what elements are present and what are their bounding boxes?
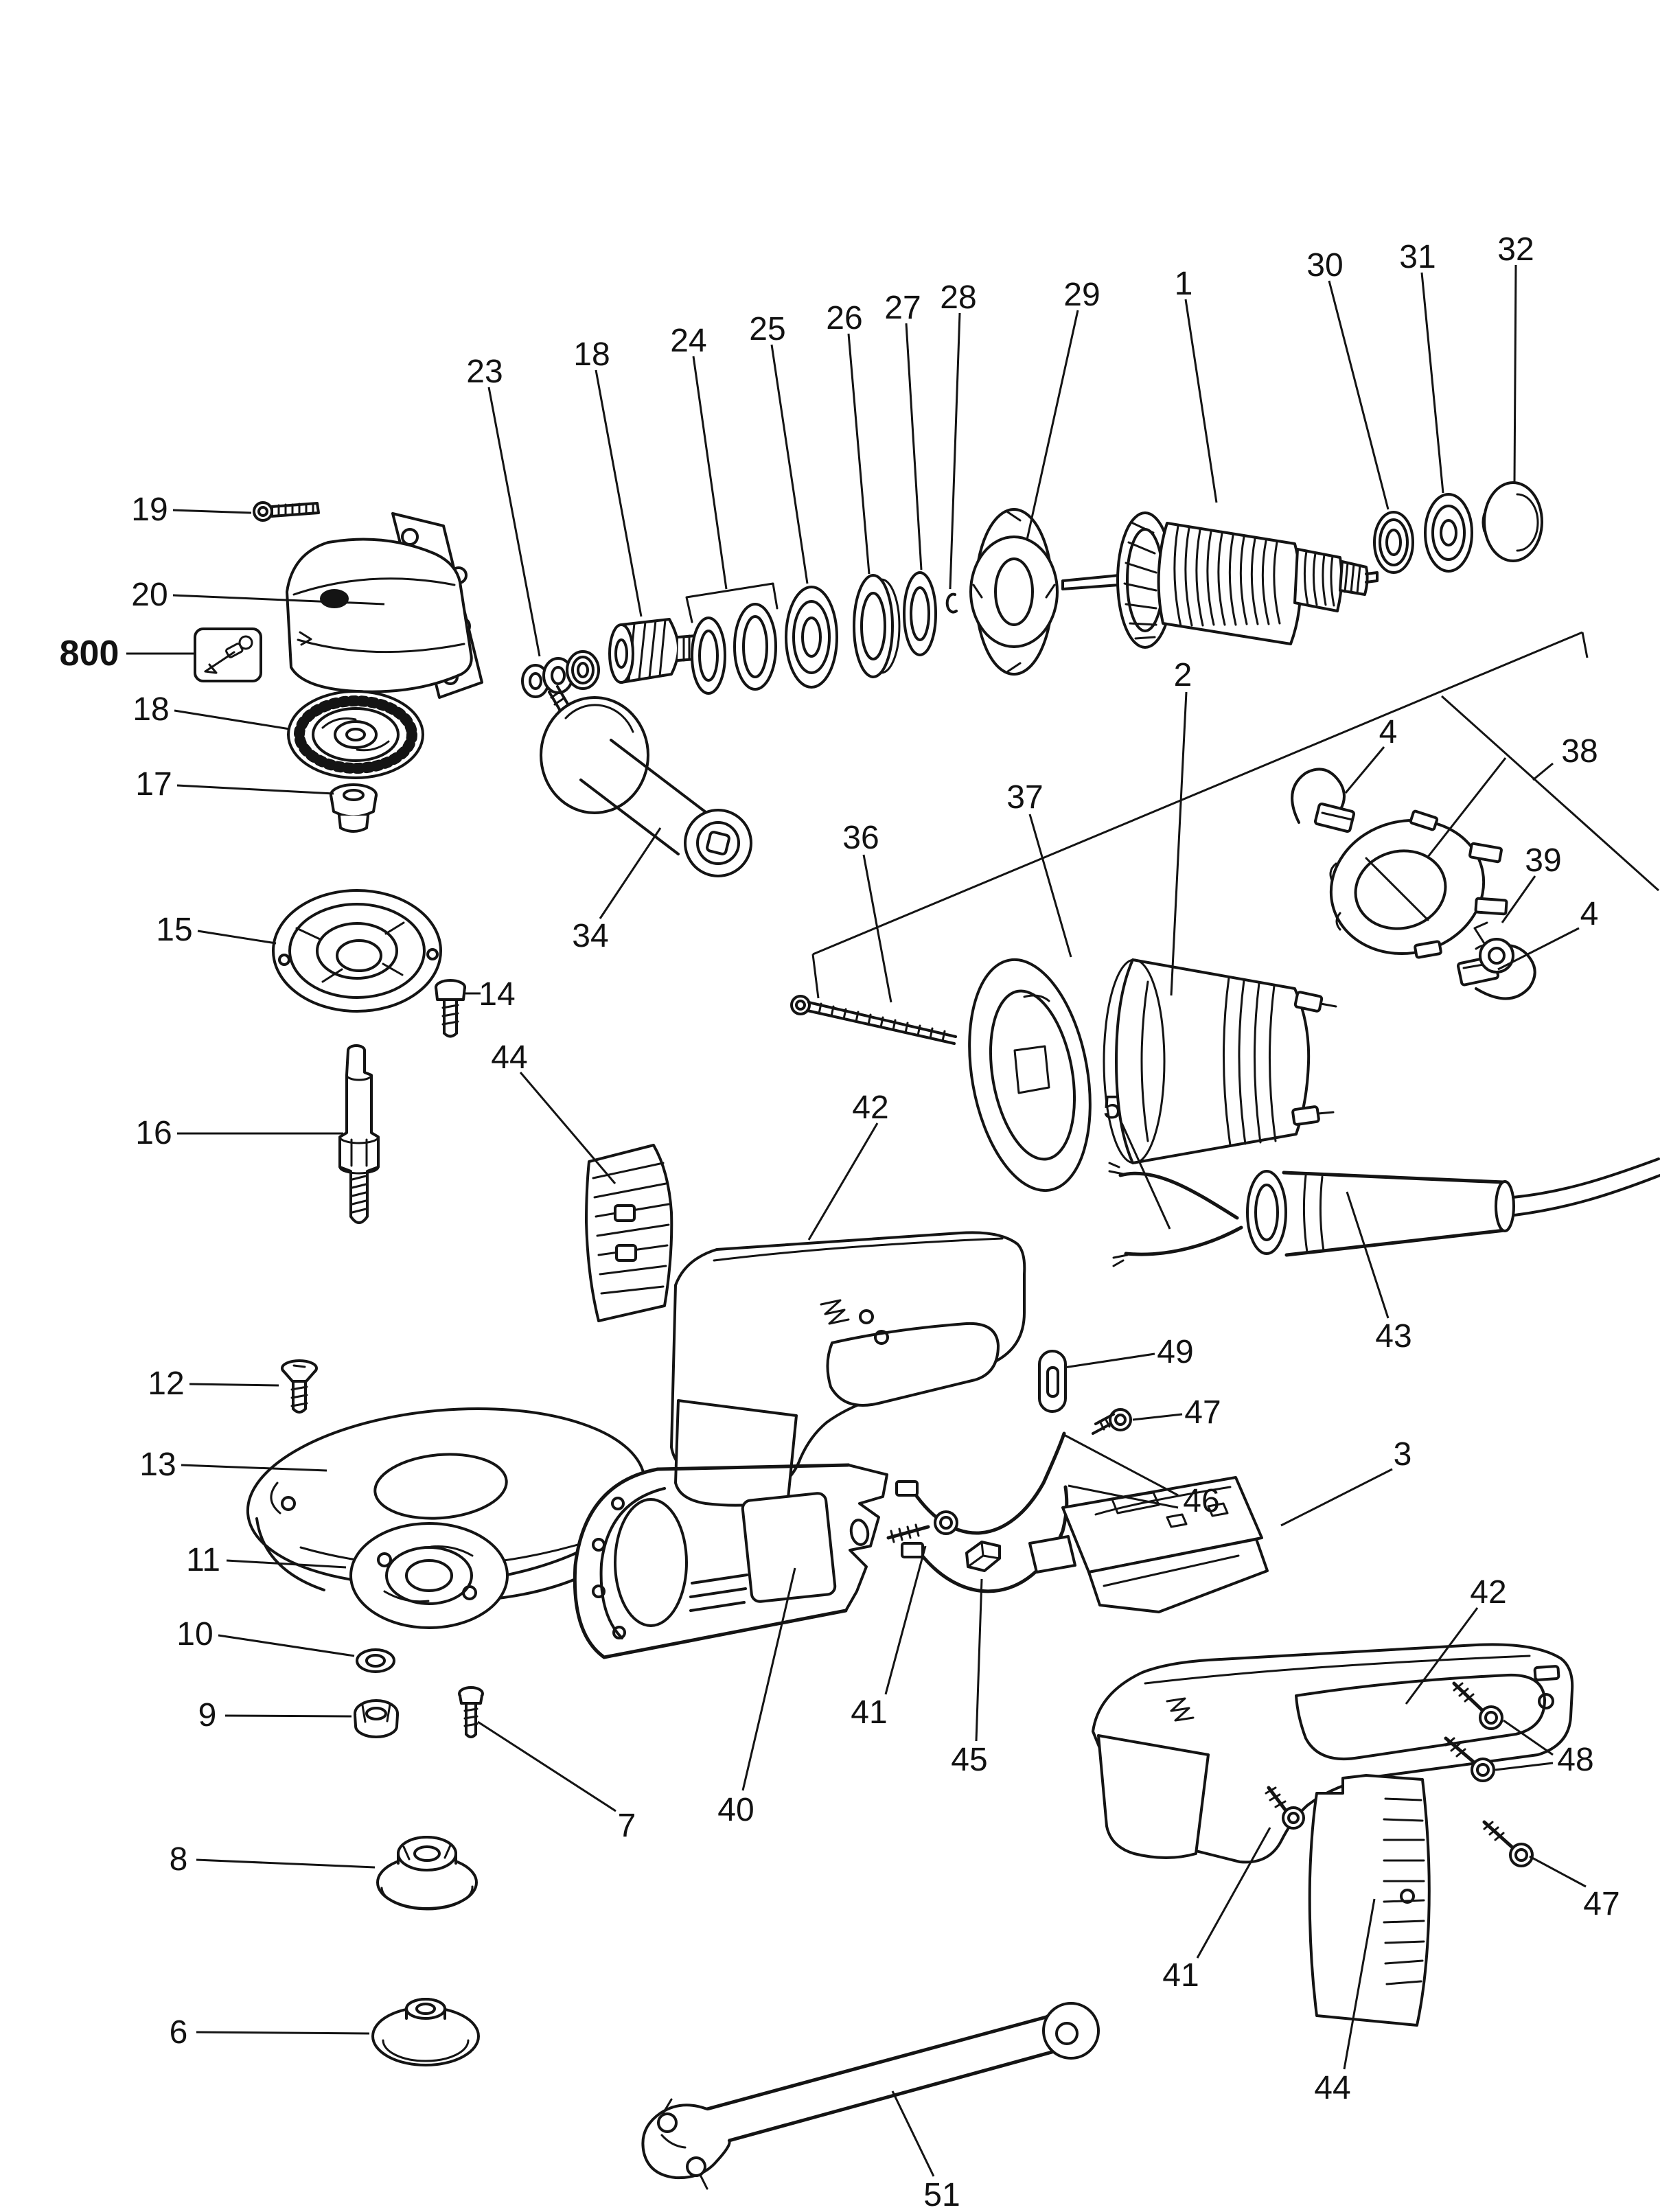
part-bearing-flange-15: [273, 890, 441, 1011]
leader-line-2: [1171, 692, 1186, 995]
part-gear-housing-20: [287, 514, 482, 698]
part-pinion-18: [610, 619, 698, 682]
callout-label-800: 800: [59, 634, 119, 673]
callout-label-23: 23: [466, 354, 503, 390]
leader-line-34: [600, 828, 660, 919]
leader-line-32: [1514, 265, 1516, 482]
callout-label-13: 13: [139, 1447, 176, 1483]
part-side-handle-34: [541, 687, 751, 876]
part-fan-baffle-29: [971, 509, 1057, 674]
callout-label-26: 26: [826, 300, 863, 336]
callout-label-25: 25: [749, 311, 786, 347]
callout-label-20: 20: [131, 577, 168, 613]
leader-line-15: [198, 931, 276, 943]
part-ring-26: [854, 575, 899, 677]
callout-label-51: 51: [923, 2177, 960, 2212]
leader-line-51: [892, 2091, 934, 2176]
part-screw-47-lower: [1484, 1822, 1532, 1866]
part-field-stator-2: [1104, 960, 1336, 1163]
leader-line-23: [489, 387, 540, 656]
callout-label-37: 37: [1006, 779, 1044, 816]
callout-label-36: 36: [842, 820, 879, 856]
callout-label-4-upper: 4: [1379, 714, 1398, 750]
part-washer-10: [357, 1650, 394, 1672]
leader-line-47-lower: [1530, 1856, 1586, 1887]
callout-label-40: 40: [717, 1792, 754, 1828]
callout-label-44-lower: 44: [1314, 2070, 1351, 2106]
callout-label-38: 38: [1561, 733, 1598, 770]
callout-label-18-gear: 18: [132, 691, 170, 728]
callout-label-16: 16: [135, 1115, 172, 1151]
leader-line-38: [1533, 763, 1553, 780]
leader-line-48: [1495, 1763, 1553, 1770]
part-ring-pair-24: [687, 584, 777, 693]
leader-line-44-upper: [520, 1072, 615, 1184]
leader-line-29: [1027, 310, 1078, 540]
callout-label-8: 8: [169, 1841, 188, 1878]
part-key-45: [967, 1542, 1000, 1571]
callout-label-31: 31: [1399, 239, 1436, 275]
leader-line-4-upper: [1346, 747, 1384, 793]
part-circlip-28: [947, 595, 956, 612]
leader-line-26: [849, 334, 869, 574]
part-screw-7: [459, 1687, 483, 1737]
leader-line-27: [906, 323, 921, 570]
callout-label-14: 14: [479, 976, 516, 1013]
leader-line-3: [1281, 1469, 1392, 1525]
callout-label-17: 17: [135, 766, 172, 803]
part-armature-1: [1063, 513, 1377, 647]
callout-label-29: 29: [1063, 277, 1100, 313]
part-spanner-wrench-51: [643, 2003, 1098, 2189]
leader-line-25: [772, 345, 807, 584]
callout-label-4-lower: 4: [1580, 896, 1599, 932]
part-screw-47-upper: [1093, 1409, 1131, 1433]
leader-line-42-upper: [809, 1123, 877, 1240]
part-bushing-17: [331, 785, 376, 831]
callout-label-43: 43: [1375, 1318, 1412, 1355]
part-screw-14: [436, 980, 465, 1037]
callout-label-27: 27: [884, 290, 921, 326]
leader-line-6: [196, 2032, 369, 2034]
part-bearing-31: [1425, 494, 1472, 571]
leader-line-18-pinion: [596, 370, 641, 617]
callout-label-48: 48: [1557, 1742, 1594, 1778]
leader-line-28: [950, 313, 960, 589]
callout-label-41-upper: 41: [851, 1694, 888, 1731]
callout-label-15: 15: [156, 912, 193, 948]
part-nut-9: [355, 1701, 397, 1737]
leader-line-49: [1064, 1354, 1155, 1368]
leader-line-36: [864, 855, 891, 1002]
part-inner-flange-11: [351, 1523, 507, 1628]
callout-label-47-lower: 47: [1583, 1886, 1620, 1922]
part-800-reference-box: [195, 629, 261, 681]
callout-label-2: 2: [1173, 657, 1192, 693]
part-ring-gear-18: [288, 691, 423, 778]
part-screw-12: [282, 1361, 316, 1412]
callout-label-46: 46: [1183, 1483, 1220, 1519]
part-screw-41-upper: [888, 1512, 957, 1542]
leader-line-18-gear: [174, 711, 290, 729]
leader-line-8: [196, 1860, 375, 1867]
callout-label-49: 49: [1157, 1334, 1194, 1370]
part-bearing-25: [786, 587, 837, 687]
callout-label-19: 19: [131, 492, 168, 528]
leader-line-17: [177, 785, 334, 794]
part-backing-flange-6: [373, 1999, 479, 2065]
callout-label-7: 7: [617, 1808, 636, 1844]
leader-line-10: [218, 1635, 354, 1656]
part-cord-5: [1109, 1163, 1286, 1266]
leader-line-7: [478, 1722, 616, 1811]
callout-label-39: 39: [1525, 842, 1562, 879]
callout-label-42-lower: 42: [1470, 1574, 1507, 1611]
part-screw-36: [792, 996, 956, 1044]
callout-label-12: 12: [148, 1366, 185, 1402]
part-brush-cover-44-upper: [586, 1145, 671, 1321]
callout-label-30: 30: [1306, 247, 1344, 284]
callout-label-5: 5: [1103, 1090, 1122, 1126]
part-ring-27: [904, 573, 936, 655]
leader-line-43: [1347, 1192, 1388, 1318]
leader-line-41-upper: [886, 1546, 925, 1694]
leader-line-46: [1064, 1435, 1178, 1495]
callout-label-44-upper: 44: [491, 1039, 528, 1076]
part-washer-30: [1374, 512, 1413, 573]
part-brush-4-upper: [1292, 769, 1354, 831]
leader-line-1: [1186, 299, 1217, 503]
leader-line-2: [1582, 632, 1587, 658]
leader-line-24: [693, 356, 726, 589]
leader-line-19: [173, 510, 251, 513]
part-cap-32: [1483, 483, 1542, 561]
leader-line-2: [813, 954, 818, 998]
callout-label-41-lower: 41: [1162, 1957, 1199, 1994]
leader-line-31: [1422, 273, 1443, 493]
leader-line-12: [189, 1384, 279, 1385]
part-flange-nut-8: [378, 1837, 476, 1909]
callout-label-32: 32: [1497, 231, 1534, 268]
leader-line-39: [1502, 876, 1535, 923]
callout-label-47-upper: 47: [1184, 1394, 1221, 1431]
leader-line-45: [976, 1579, 982, 1741]
part-baffle-37: [953, 950, 1107, 1200]
callout-label-6: 6: [169, 2014, 188, 2051]
callout-label-28: 28: [940, 279, 977, 316]
callout-label-34: 34: [572, 918, 609, 954]
callout-label-45: 45: [951, 1742, 988, 1778]
callout-label-11: 11: [186, 1542, 220, 1578]
callout-label-24: 24: [670, 323, 707, 359]
callout-label-3: 3: [1393, 1436, 1412, 1473]
part-spindle-16: [340, 1046, 378, 1223]
callout-label-10: 10: [176, 1616, 214, 1652]
leader-line-37: [1030, 814, 1071, 957]
callout-label-9: 9: [198, 1697, 217, 1733]
leader-line-47-upper: [1133, 1414, 1182, 1420]
part-cord-guard-43: [1284, 1159, 1660, 1255]
part-slider-49: [1039, 1351, 1065, 1412]
callout-label-18-pinion: 18: [573, 336, 610, 373]
callout-label-42-upper: 42: [852, 1090, 889, 1126]
part-screw-19: [254, 503, 319, 520]
leader-line-30: [1329, 281, 1388, 509]
callout-label-1: 1: [1174, 266, 1193, 302]
part-brush-cover-44-lower: [1310, 1775, 1429, 2025]
